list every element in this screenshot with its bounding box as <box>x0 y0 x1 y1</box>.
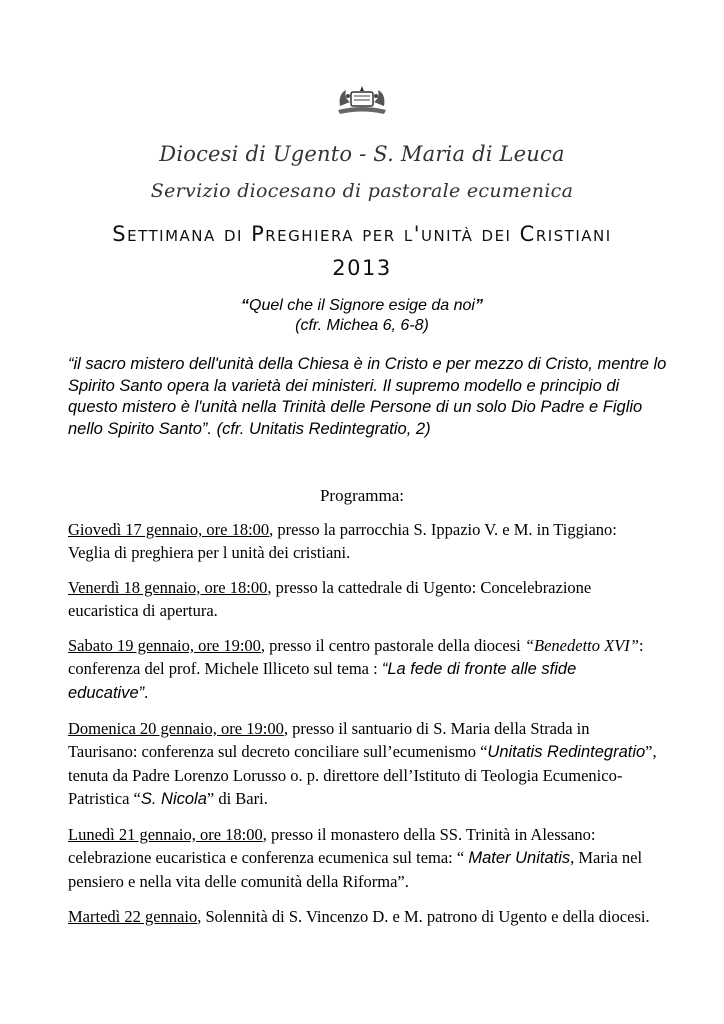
program-heading: Programma: <box>319 486 405 505</box>
event-text: ”, tenuta da Padre Lorenzo Lorusso o. p. direttore dell’Istituto di Teologia Ecumenico-Patristica “ <box>68 742 657 808</box>
motto-reference: (cfr. Michea 6, 6-8) <box>295 317 429 334</box>
event-text: , presso il santuario di S. Maria della Strada in Taurisano: conferenza sul decreto conciliare sull’ecumenismo “ <box>68 719 590 761</box>
event-text: , presso la cattedrale di Ugento: Concelebrazione eucaristica di apertura. <box>68 578 592 620</box>
excerpt-source: . (cfr. Unitatis Redintegratio, 2) <box>207 419 431 438</box>
program-event <box>68 905 658 928</box>
motto-quote: Quel che il Signore esige da noi <box>249 297 475 314</box>
event-text: , presso il centro pastorale della diocesi <box>260 636 525 655</box>
event-date: Domenica 20 gennaio, ore 19:00 <box>68 719 284 738</box>
program-event <box>68 576 658 622</box>
event-date: Venerdì 18 gennaio, ore 18:00 <box>68 578 268 597</box>
event-date: Giovedì 17 gennaio, ore 18:00 <box>68 520 270 539</box>
motto: “Quel che il Signore esige da noi” (cfr. Michea 6, 6-8) <box>0 296 724 336</box>
excerpt-text: il sacro mistero dell'unità della Chiesa è in Cristo e per mezzo di Cristo, mentre lo Spirito Santo opera la varietà dei ministeri. Il supremo modello e principio di questo mistero è l'unità nella Trinità delle Persone di un solo Dio Padre e Figlio nello Spirito Santo <box>68 355 667 438</box>
event-text: , Solennità di S. Vincenzo D. e M. patrono di Ugento e della diocesi. <box>197 907 650 926</box>
event-year: 2013 <box>332 256 392 280</box>
service-subtitle: Servizio diocesano di pastorale ecumenica <box>150 180 574 202</box>
event-text: , Maria nel pensiero e nella vita delle comunità della Riforma”. <box>68 848 643 891</box>
event-text: , presso la parrocchia S. Ippazio V. e M. in Tiggiano: Veglia di preghiera per l unità dei cristiani. <box>68 520 617 562</box>
event-text: ” di Bari. <box>206 789 268 808</box>
program-event <box>68 717 658 811</box>
event-text: . <box>144 683 149 702</box>
episcopal-emblem-icon <box>334 84 390 116</box>
event-date: Lunedì 21 gennaio, ore 18:00 <box>68 825 263 844</box>
event-date: Sabato 19 gennaio, ore 19:00 <box>68 636 261 655</box>
program-event <box>68 518 658 564</box>
event-theme: Mater Unitatis <box>468 849 571 867</box>
excerpt-quote: “il sacro mistero dell'unità della Chiesa è in Cristo e per mezzo di Cristo, mentre lo Spirito Santo opera la varietà dei ministeri. Il supremo modello e principio di questo mistero è l'unità nella Trinità delle Persone di un solo Dio Padre e Figlio nello Spirito Santo”. (cfr. Unitatis Redintegratio, 2) <box>68 355 667 438</box>
event-text: , presso il monastero della SS. Trinità in Alessano: celebrazione eucaristica e conferenza ecumenica sul tema: “ <box>68 825 596 867</box>
event-topic: “La fede di fronte alle sfide educative” <box>68 660 577 702</box>
event-document: Unitatis Redintegratio <box>487 743 646 761</box>
program-event <box>68 823 658 893</box>
event-institute: S. Nicola <box>140 790 207 808</box>
program-event <box>68 634 658 705</box>
diocese-title: Diocesi di Ugento - S. Maria di Leuca <box>159 142 565 166</box>
program-list <box>68 518 658 940</box>
event-date: Martedì 22 gennaio <box>68 907 198 926</box>
event-place: “Benedetto XVI” <box>524 636 639 655</box>
event-title: Settimana di Preghiera per l'unità dei Cristiani <box>112 222 612 246</box>
event-text: : conferenza del prof. Michele Illiceto sul tema : <box>68 636 644 678</box>
